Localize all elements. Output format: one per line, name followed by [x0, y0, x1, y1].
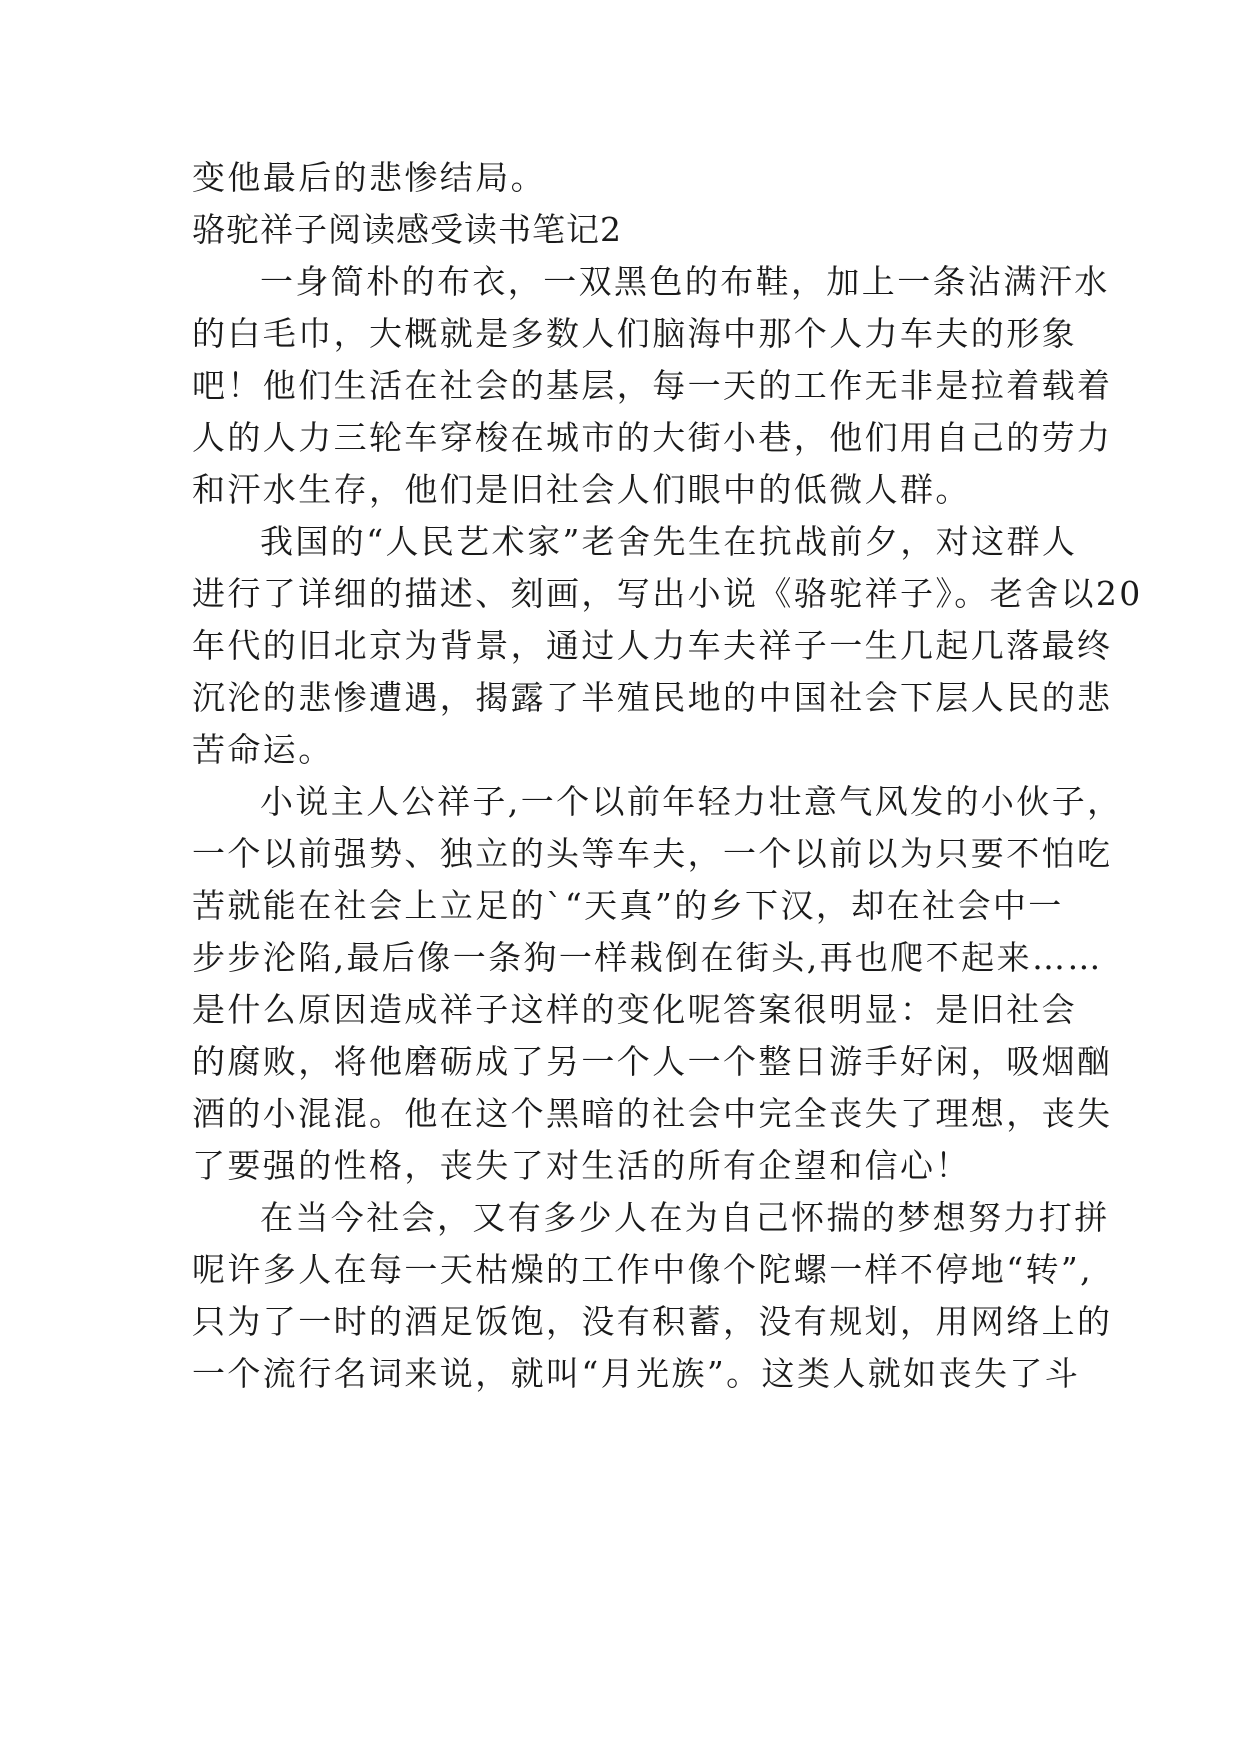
paragraph-line: 了要强的性格，丧失了对生活的所有企望和信心！: [192, 1146, 971, 1185]
paragraph-line: 我国的“人民艺术家”老舍先生在抗战前夕，对这群人: [260, 522, 1078, 561]
paragraph-line: 一个以前强势、独立的头等车夫，一个以前以为只要不怕吃: [192, 834, 1113, 873]
paragraph-line: 年代的旧北京为背景，通过人力车夫祥子一生几起几落最终: [192, 626, 1113, 665]
paragraph-line: 只为了一时的酒足饭饱，没有积蓄，没有规划，用网络上的: [192, 1302, 1113, 1341]
paragraph-line: 的腐败，将他磨砺成了另一个人一个整日游手好闲，吸烟酗: [192, 1042, 1113, 1081]
paragraph-line: 步步沦陷,最后像一条狗一样栽倒在街头,再也爬不起来……: [192, 938, 1103, 977]
paragraph-line: 进行了详细的描述、刻画，写出小说《骆驼祥子》。老舍以20: [192, 574, 1143, 613]
paragraph-line: 是什么原因造成祥子这样的变化呢答案很明显：是旧社会: [192, 990, 1077, 1029]
section-title: 骆驼祥子阅读感受读书笔记2: [192, 210, 622, 249]
paragraph-line: 酒的小混混。他在这个黑暗的社会中完全丧失了理想，丧失: [192, 1094, 1113, 1133]
paragraph-line: 沉沦的悲惨遭遇，揭露了半殖民地的中国社会下层人民的悲: [192, 678, 1113, 717]
paragraph-line: 在当今社会，又有多少人在为自己怀揣的梦想努力打拼: [260, 1198, 1110, 1237]
paragraph-line: 小说主人公祥子,一个以前年轻力壮意气风发的小伙子，: [260, 782, 1123, 821]
paragraph-line: 人的人力三轮车穿梭在城市的大街小巷，他们用自己的劳力: [192, 418, 1113, 457]
paragraph-line: 一身简朴的布衣，一双黑色的布鞋，加上一条沾满汗水: [260, 262, 1110, 301]
paragraph-line: 一个流行名词来说，就叫“月光族”。这类人就如丧失了斗: [192, 1354, 1081, 1393]
paragraph-line: 呢许多人在每一天枯燥的工作中像个陀螺一样不停地“转”,: [192, 1250, 1094, 1289]
paragraph-line: 苦命运。: [192, 730, 334, 769]
paragraph-line: 变他最后的悲惨结局。: [192, 158, 546, 197]
paragraph-line: 吧！他们生活在社会的基层，每一天的工作无非是拉着载着: [192, 366, 1113, 405]
paragraph-line: 的白毛巾，大概就是多数人们脑海中那个人力车夫的形象: [192, 314, 1077, 353]
paragraph-line: 和汗水生存，他们是旧社会人们眼中的低微人群。: [192, 470, 971, 509]
paragraph-line: 苦就能在社会上立足的`“天真”的乡下汉，却在社会中一: [192, 886, 1064, 925]
